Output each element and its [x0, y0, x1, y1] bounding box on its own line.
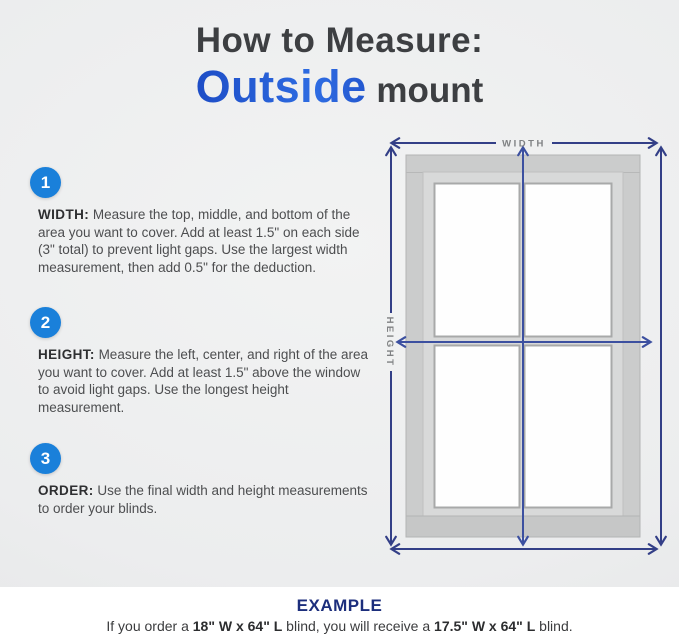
- window-pane-bottom-left: [435, 346, 520, 508]
- title-highlight-outside: Outside: [195, 60, 367, 112]
- step-height: [30, 307, 368, 416]
- step-3-text: [38, 482, 368, 517]
- step-1-label: WIDTH:: [38, 207, 90, 222]
- title-line-2: [0, 61, 679, 113]
- window-diagram-svg: [375, 128, 675, 570]
- example-sentence: [0, 618, 679, 634]
- step-3-body: Use the final width and height measurements to order your blinds.: [38, 483, 368, 516]
- step-2-text: [38, 346, 368, 416]
- title-line-1: How to Measure:: [195, 21, 484, 60]
- step-1-badge: 1: [30, 167, 61, 198]
- step-3-label: ORDER:: [38, 483, 94, 498]
- window-measurement-diagram: [375, 128, 675, 570]
- window-pane-bottom-right: [525, 346, 612, 508]
- step-3-badge: 3: [30, 443, 61, 474]
- window-pane-top-left: [435, 184, 520, 337]
- step-2-label: HEIGHT:: [38, 347, 95, 362]
- window-pane-top-right: [525, 184, 612, 337]
- step-1-body: Measure the top, middle, and bottom of the area you want to cover. Add at least 1.5" on each side (3" total) to prevent light gaps. Use the largest width measurement, then add 0.5" for the deduction.: [38, 207, 360, 275]
- step-1-text: [38, 206, 368, 276]
- page-title: [0, 22, 679, 112]
- example-footer: [0, 587, 679, 644]
- example-text-3: blind.: [535, 618, 573, 634]
- example-received-size: 17.5" W x 64" L: [434, 618, 536, 634]
- step-width: [30, 167, 368, 276]
- example-text-2: blind, you will receive a: [282, 618, 435, 634]
- step-2-badge: 2: [30, 307, 61, 338]
- step-order: [30, 443, 368, 517]
- width-dimension-label: WIDTH: [502, 138, 546, 150]
- example-text-1: If you order a: [106, 618, 193, 634]
- title-mount-text: mount: [366, 70, 484, 110]
- example-heading: EXAMPLE: [296, 596, 383, 615]
- step-2-body: Measure the left, center, and right of the area you want to cover. Add at least 1.5" above the window to avoid light gaps. Use the longest height measurement.: [38, 347, 368, 415]
- height-dimension-label: HEIGHT: [384, 316, 395, 368]
- example-ordered-size: 18" W x 64" L: [192, 618, 283, 634]
